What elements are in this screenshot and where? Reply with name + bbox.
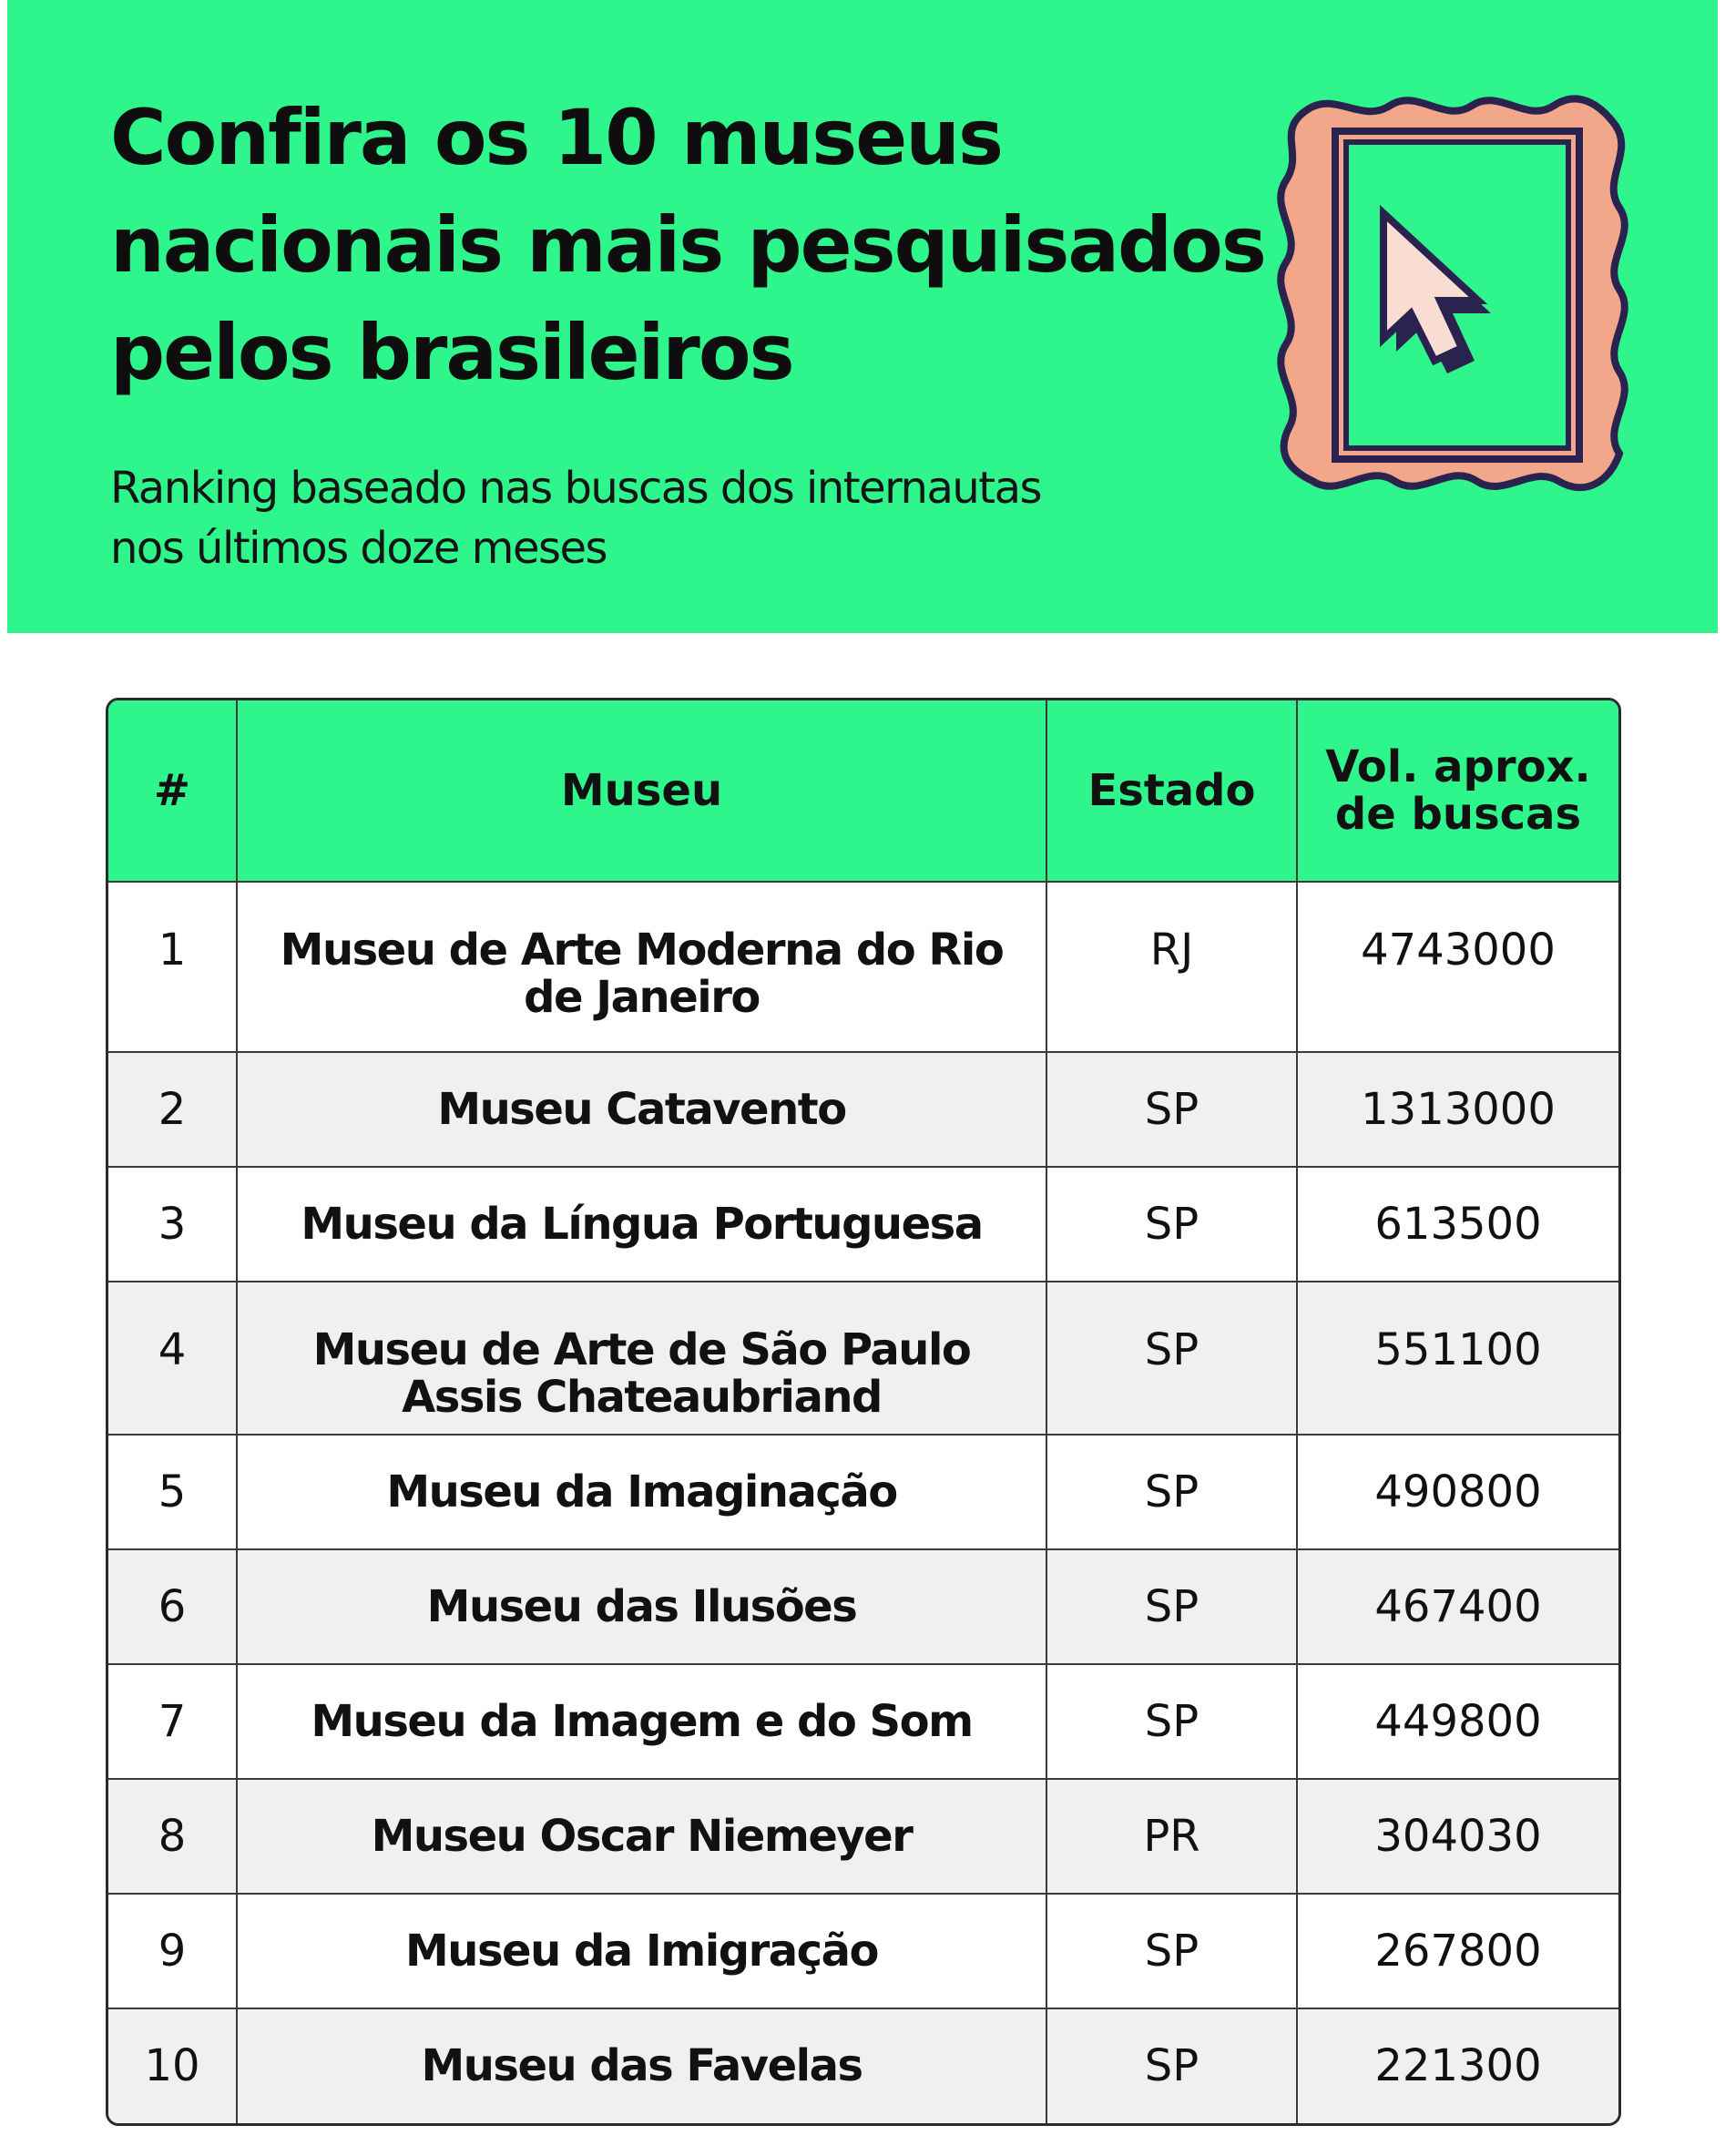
volume-cell: 613500 (1297, 1167, 1618, 1282)
ranking-table (106, 698, 1621, 2126)
state-cell: SP (1046, 1664, 1297, 1779)
table-row (108, 882, 1618, 1052)
rank-cell: 3 (108, 1167, 237, 1282)
rank-cell: 2 (108, 1052, 237, 1167)
table-row (108, 1435, 1618, 1549)
table-row (108, 2008, 1618, 2123)
volume-cell: 551100 (1297, 1282, 1618, 1435)
rank-cell: 4 (108, 1282, 237, 1435)
volume-cell: 490800 (1297, 1435, 1618, 1549)
column-header-rank: # (108, 700, 237, 882)
museum-cell: Museu das Favelas (237, 2008, 1046, 2123)
rank-cell: 1 (108, 882, 237, 1052)
volume-cell: 4743000 (1297, 882, 1618, 1052)
rank-cell: 6 (108, 1549, 237, 1664)
museum-cell: Museu da Imaginação (237, 1435, 1046, 1549)
museum-cell: Museu de Arte Moderna do Rio de Janeiro (237, 882, 1046, 1052)
table-row (108, 1549, 1618, 1664)
table-row (108, 1052, 1618, 1167)
table-row (108, 1282, 1618, 1435)
volume-cell: 221300 (1297, 2008, 1618, 2123)
museum-cell: Museu das Ilusões (237, 1549, 1046, 1664)
volume-cell: 304030 (1297, 1779, 1618, 1894)
museum-cell: Museu da Língua Portuguesa (237, 1167, 1046, 1282)
column-header-volume: Vol. aprox. de buscas (1297, 700, 1618, 882)
state-cell: SP (1046, 2008, 1297, 2123)
cursor-in-frame-icon (1271, 89, 1636, 499)
museum-cell: Museu Catavento (237, 1052, 1046, 1167)
column-header-museum: Museu (237, 700, 1046, 882)
table-row (108, 1779, 1618, 1894)
museum-cell: Museu da Imigração (237, 1894, 1046, 2008)
volume-cell: 467400 (1297, 1549, 1618, 1664)
museum-cell: Museu da Imagem e do Som (237, 1664, 1046, 1779)
page-subtitle: Ranking baseado nas buscas dos internautas nos últimos doze meses (110, 463, 1042, 574)
table-row (108, 1894, 1618, 2008)
rank-cell: 7 (108, 1664, 237, 1779)
museum-cell: Museu de Arte de São Paulo Assis Chateaubriand (237, 1282, 1046, 1435)
state-cell: SP (1046, 1052, 1297, 1167)
volume-cell: 1313000 (1297, 1052, 1618, 1167)
state-cell: SP (1046, 1282, 1297, 1435)
header-banner (7, 0, 1718, 633)
state-cell: PR (1046, 1779, 1297, 1894)
column-header-state: Estado (1046, 700, 1297, 882)
rank-cell: 10 (108, 2008, 237, 2123)
museum-cell: Museu Oscar Niemeyer (237, 1779, 1046, 1894)
state-cell: SP (1046, 1549, 1297, 1664)
rank-cell: 5 (108, 1435, 237, 1549)
volume-cell: 267800 (1297, 1894, 1618, 2008)
page-title: Confira os 10 museus nacionais mais pesquisados pelos brasileiros (110, 93, 1265, 397)
state-cell: SP (1046, 1435, 1297, 1549)
state-cell: SP (1046, 1167, 1297, 1282)
rank-cell: 9 (108, 1894, 237, 2008)
rank-cell: 8 (108, 1779, 237, 1894)
state-cell: SP (1046, 1894, 1297, 2008)
table-row (108, 1664, 1618, 1779)
table-row (108, 1167, 1618, 1282)
state-cell: RJ (1046, 882, 1297, 1052)
volume-cell: 449800 (1297, 1664, 1618, 1779)
